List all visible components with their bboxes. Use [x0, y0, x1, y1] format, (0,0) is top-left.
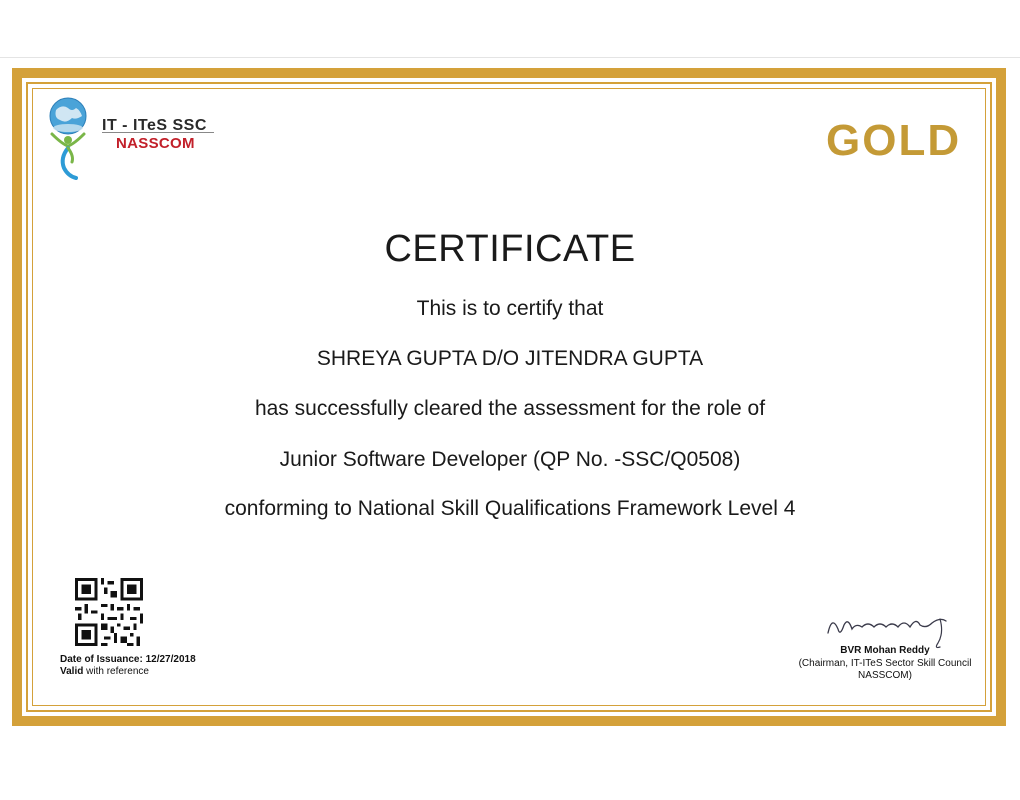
issuance-date: Date of Issuance: 12/27/2018	[60, 654, 196, 665]
signatory-role: (Chairman, IT-ITeS Sector Skill Council	[798, 658, 972, 669]
logo-line-2: NASSCOM	[116, 135, 195, 152]
validity-note: Valid with reference	[60, 666, 149, 677]
certificate-title: CERTIFICATE	[384, 228, 636, 270]
signatory-org: NASSCOM)	[858, 670, 912, 681]
cleared-line: has successfully cleared the assessment for the role of	[254, 397, 766, 420]
qr-code-icon	[75, 578, 143, 646]
certify-line: This is to certify that	[416, 297, 604, 320]
page-top-divider	[0, 57, 1020, 58]
globe-person-logo-icon	[46, 96, 96, 182]
logo-line-1: IT - ITeS SSC	[102, 117, 207, 134]
handwritten-signature	[822, 603, 962, 651]
recipient-name: SHREYA GUPTA D/O JITENDRA GUPTA	[316, 347, 704, 370]
framework-line: conforming to National Skill Qualifications Framework Level 4	[224, 497, 796, 520]
gold-badge: GOLD	[826, 116, 962, 165]
signatory-name: BVR Mohan Reddy	[840, 645, 930, 656]
role-line: Junior Software Developer (QP No. -SSC/Q0508)	[279, 448, 741, 471]
